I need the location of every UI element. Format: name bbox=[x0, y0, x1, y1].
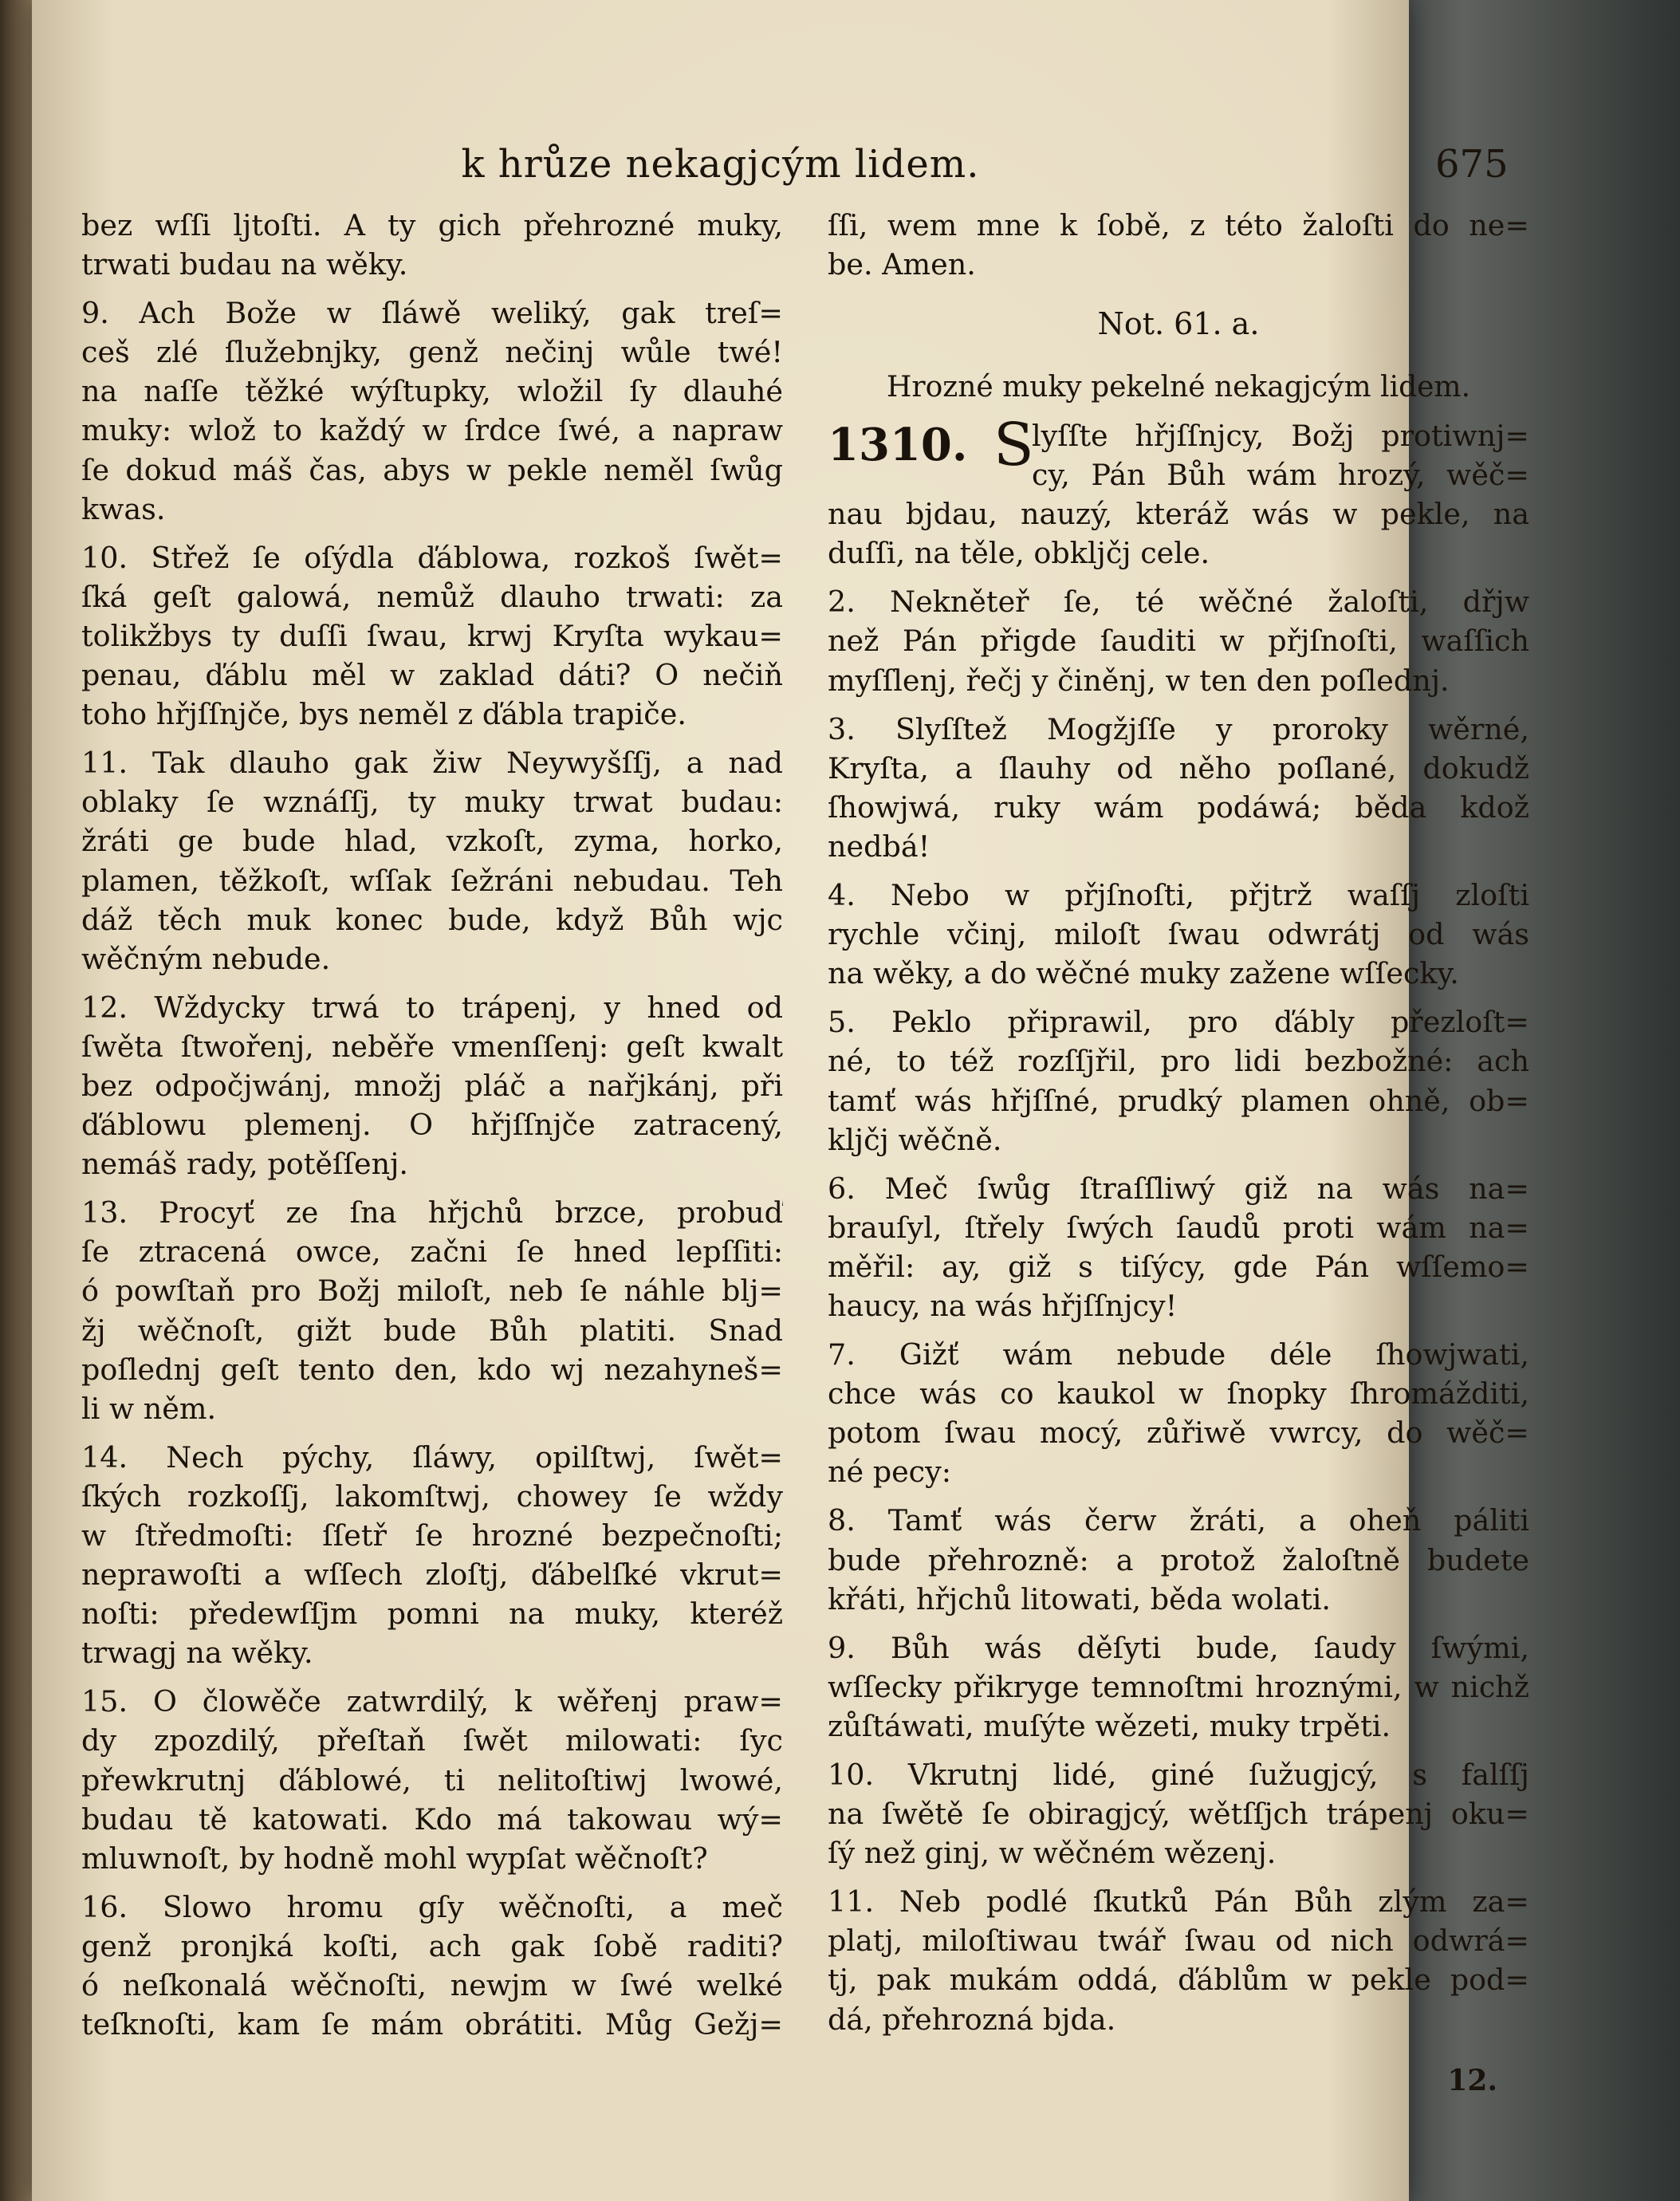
paragraph-gap bbox=[81, 1428, 783, 1438]
text-line: dá, přehrozná bjda. bbox=[828, 2002, 1116, 2037]
verse-paragraph bbox=[828, 876, 1529, 993]
text-line: 5. Peklo připrawil, pro ďábly přezloſt= bbox=[828, 1005, 1529, 1040]
text-line: cy, Pán Bůh wám hrozý, wěč= bbox=[1032, 458, 1529, 493]
text-line: ſe dokud máš čas, abys w pekle neměl ſwůg bbox=[81, 452, 783, 487]
drop-cap: S bbox=[993, 411, 1034, 480]
paragraph-gap bbox=[828, 573, 1529, 582]
text-line: brauſyl, ſtřely ſwých ſaudů proti wám na= bbox=[828, 1210, 1529, 1245]
note-title: Not. 61. a. bbox=[1097, 306, 1260, 342]
text-line: teſknoſti, kam ſe mám obrátiti. Můg Gežj= bbox=[81, 2007, 783, 2042]
hymn-number: 1310. bbox=[828, 419, 968, 472]
paragraph-gap bbox=[81, 1672, 783, 1682]
verse-paragraph bbox=[828, 1628, 1529, 1746]
text-line: na wěky, a do wěčné muky zažene wſſecky. bbox=[828, 956, 1459, 991]
text-line: tj, pak mukám oddá, ďáblům w pekle pod= bbox=[828, 1963, 1529, 1998]
text-line: bez wſſi ljtoſti. A ty gich přehrozné muky, bbox=[81, 208, 783, 242]
text-line: 9. Bůh wás děſyti bude, ſaudy ſwými, bbox=[828, 1630, 1529, 1665]
verse-paragraph bbox=[828, 710, 1529, 866]
text-line: dy zpozdilý, přeſtaň ſwět milowati: ſyc bbox=[81, 1723, 783, 1758]
text-line: ſwěta ſtwořenj, neběře vmenſſenj: geſt kwalt bbox=[81, 1029, 783, 1064]
text-line: bez odpočjwánj, množj pláč a nařjkánj, při bbox=[81, 1068, 783, 1103]
text-line: 7. Gižť wám nebude déle ſhowjwati, bbox=[828, 1337, 1529, 1372]
text-line: penau, ďáblu měl w zaklad dáti? O nečiň bbox=[81, 658, 783, 693]
text-line: žráti ge bude hlad, vzkoſt, zyma, horko, bbox=[81, 824, 783, 859]
text-line: ſý než ginj, w wěčném wězenj. bbox=[828, 1836, 1277, 1871]
verse-paragraph bbox=[828, 582, 1529, 699]
text-line: než Pán přigde ſauditi w přjſnoſti, waſſich bbox=[828, 624, 1529, 659]
text-line: mluwnoſt, by hodně mohl wypſat wěčnoſt? bbox=[81, 1841, 708, 1876]
paragraph-gap bbox=[81, 1183, 783, 1193]
paragraph-gap bbox=[828, 1160, 1529, 1169]
text-line: žj wěčnoſt, gižt bude Bůh platiti. Snad bbox=[81, 1313, 783, 1348]
text-line: bude přehrozně: a protož žaloſtně budete bbox=[828, 1542, 1529, 1577]
text-line: 4. Nebo w přjſnoſti, přjtrž waſſj zloſti bbox=[828, 878, 1529, 913]
verse-paragraph bbox=[81, 538, 783, 734]
paragraph-gap bbox=[81, 1878, 783, 1888]
paragraph-gap bbox=[828, 1872, 1529, 1882]
text-line: budau tě katowati. Kdo má takowau wý= bbox=[81, 1801, 783, 1837]
verse-paragraph bbox=[81, 988, 783, 1183]
paragraph-gap bbox=[81, 734, 783, 743]
verse-paragraph bbox=[828, 1002, 1529, 1159]
verse-paragraph bbox=[828, 1501, 1529, 1618]
text-line: 14. Nech pýchy, ſláwy, opilſtwj, ſwět= bbox=[81, 1439, 783, 1475]
text-line: zůſtáwati, muſýte wězeti, muky trpěti. bbox=[828, 1708, 1391, 1743]
text-line: oblaky ſe wznáſſj, ty muky trwat budau: bbox=[81, 785, 783, 820]
paragraph-gap bbox=[828, 866, 1529, 876]
catchword: 12. bbox=[1447, 2063, 1497, 2097]
text-line: ſe ztracená owce, začni ſe hned lepſſiti: bbox=[81, 1234, 783, 1270]
text-line: wſſecky přikryge temnoſtmi hroznými, w nichž bbox=[828, 1669, 1529, 1704]
verse-paragraph bbox=[81, 1438, 783, 1673]
text-line: 16. Slowo hromu gſy wěčnoſti, a meč bbox=[81, 1889, 783, 1924]
verse-paragraph bbox=[81, 743, 783, 978]
text-line: ďáblowu plemenj. O hřjſſnjče zatracený, bbox=[81, 1108, 783, 1143]
text-line: ó powſtaň pro Božj miloſt, neb ſe náhle blj= bbox=[81, 1274, 783, 1309]
text-line: kljčj wěčně. bbox=[828, 1122, 1002, 1157]
text-line: w ſtředmoſti: ſſetř ſe hrozné bezpečnoſti; bbox=[81, 1518, 783, 1553]
text-line: trwati budau na wěky. bbox=[81, 247, 408, 282]
text-line: 6. Meč ſwůg ſtraſſliwý giž na wás na= bbox=[828, 1171, 1529, 1206]
text-line: né, to též rozſſjřil, pro lidi bezbožné: ach bbox=[828, 1044, 1529, 1079]
verse-continuation bbox=[828, 206, 1529, 284]
text-line: 2. Nekněteř ſe, té wěčné žaloſti, dřjw bbox=[828, 585, 1529, 620]
paragraph-gap bbox=[828, 993, 1529, 1002]
right-column bbox=[828, 206, 1529, 2101]
text-line: wěčným nebude. bbox=[81, 941, 331, 976]
text-line: 15. O člowěče zatwrdilý, k wěřenj praw= bbox=[81, 1684, 783, 1719]
text-line: nau bjdau, nauzý, kteráž wás w pekle, na bbox=[828, 497, 1529, 532]
paragraph-gap bbox=[828, 1491, 1529, 1501]
text-line: rychle včinj, miloſt ſwau odwrátj od wás bbox=[828, 917, 1529, 952]
text-line: přewkrutnj ďáblowé, ti nelitoſtiwj lwowé, bbox=[81, 1762, 783, 1797]
text-line: dáž těch muk konec bude, když Bůh wjc bbox=[81, 902, 783, 937]
text-line: platj, miloſtiwau twář ſwau od nich odwrá= bbox=[828, 1923, 1529, 1959]
paragraph-gap bbox=[828, 1746, 1529, 1755]
text-line: tamť wás hřjſſné, prudký plamen ohně, ob= bbox=[828, 1083, 1529, 1118]
text-line: 10. Střež ſe oſýdla ďáblowa, rozkoš ſwět= bbox=[81, 540, 783, 575]
first-verse-lines bbox=[1032, 416, 1529, 494]
text-line: potom ſwau mocý, zůřiwě vwrcy, do wěč= bbox=[828, 1415, 1529, 1451]
text-line: 11. Tak dlauho gak žiw Neywyšſſj, a nad bbox=[81, 746, 783, 781]
first-verse-rest bbox=[828, 494, 1529, 573]
text-line: 12. Wždycky trwá to trápenj, y hned od bbox=[81, 990, 783, 1025]
text-line: nedbá! bbox=[828, 829, 930, 864]
paragraph-gap bbox=[81, 529, 783, 538]
paragraph-gap bbox=[81, 978, 783, 988]
text-line: poſlednj geſt tento den, kdo wj nezahyneš= bbox=[81, 1352, 783, 1387]
text-line: ſhowjwá, ruky wám podáwá; běda kdož bbox=[828, 789, 1529, 825]
verse-paragraph bbox=[828, 1882, 1529, 2038]
text-line: lyſſte hřjſſnjcy, Božj protiwnj= bbox=[1032, 419, 1529, 454]
text-line: ſká geſt galowá, nemůž dlauho trwati: za bbox=[81, 579, 783, 614]
text-line: 13. Procyť ze ſna hřjchů brzce, probuď bbox=[81, 1195, 783, 1230]
verse-paragraph bbox=[828, 1169, 1529, 1325]
paragraph-gap bbox=[828, 1325, 1529, 1335]
right-verses bbox=[828, 573, 1529, 2038]
page-number: 675 bbox=[1435, 142, 1509, 187]
text-line: nemáš rady, potěſſenj. bbox=[81, 1147, 409, 1182]
text-line: genž pronjká koſti, ach gak ſobě raditi? bbox=[81, 1928, 783, 1963]
paragraph-gap bbox=[81, 284, 783, 293]
text-line: měřil: ay, giž s tiſýcy, gde Pán wſſemo= bbox=[828, 1249, 1529, 1284]
text-line: haucy, na wás hřjſſnjcy! bbox=[828, 1288, 1178, 1323]
paragraph-gap bbox=[828, 1619, 1529, 1628]
text-line: 3. Slyſſtež Mogžjſſe y proroky wěrné, bbox=[828, 711, 1529, 746]
text-line: trwagj na wěky. bbox=[81, 1636, 313, 1671]
text-line: be. Amen. bbox=[828, 247, 976, 282]
text-line: tolikžbys ty duſſi ſwau, krwj Kryſta wykau= bbox=[81, 618, 783, 653]
text-line: 11. Neb podlé ſkutků Pán Bůh zlým za= bbox=[828, 1884, 1529, 1919]
text-line: 10. Vkrutnj lidé, giné ſužugjcý, s falſſj bbox=[828, 1758, 1529, 1792]
text-line: ó neſkonalá wěčnoſti, newjm w ſwé welké bbox=[81, 1968, 783, 2003]
verse-paragraph bbox=[81, 293, 783, 529]
hymn-first-verse bbox=[828, 411, 1529, 494]
text-line: muky: wlož to každý w ſrdce ſwé, a napraw bbox=[81, 413, 783, 448]
text-line: plamen, těžkoſt, wſſak ſežráni nebudau. Teh bbox=[81, 863, 783, 898]
text-line: neprawoſti a wſſech zloſtj, ďábelſké vkrut= bbox=[81, 1557, 783, 1593]
text-line: na naſſe těžké wýſtupky, wložil ſy dlauhé bbox=[81, 374, 783, 409]
text-line: chce wás co kaukol w ſnopky ſhromážditi, bbox=[828, 1376, 1529, 1412]
running-head: k hrůze nekagjcým lidem. bbox=[461, 142, 980, 187]
text-line: li w něm. bbox=[81, 1391, 217, 1426]
paragraph-gap bbox=[828, 700, 1529, 710]
text-line: ceš zlé ſlužebnjky, genž nečinj wůle twé! bbox=[81, 335, 783, 370]
verse-paragraph bbox=[81, 206, 783, 284]
text-line: 9. Ach Bože w ſláwě weliký, gak treſ= bbox=[81, 296, 783, 331]
text-line: ſkých rozkoſſj, lakomſtwj, chowey ſe wždy bbox=[81, 1478, 783, 1514]
text-line: myſſlenj, řečj y činěnj, w ten den poſlednj. bbox=[828, 663, 1450, 698]
left-column bbox=[81, 206, 783, 2044]
text-line: na ſwětě ſe obiragjcý, wětſſjch trápenj oku= bbox=[828, 1797, 1529, 1832]
verse-paragraph bbox=[828, 1755, 1529, 1872]
verse-paragraph bbox=[81, 1888, 783, 2044]
text-line: toho hřjſſnjče, bys neměl z ďábla trapiče. bbox=[81, 697, 687, 732]
text-line: Kryſta, a ſlauhy od něho poſlané, dokudž bbox=[828, 750, 1529, 786]
book-gutter bbox=[0, 0, 32, 2201]
hymn-title: Hrozné muky pekelné nekagjcým lidem. bbox=[886, 371, 1471, 404]
text-line: kwas. bbox=[81, 491, 166, 526]
verse-paragraph bbox=[81, 1682, 783, 1877]
verse-paragraph bbox=[828, 1335, 1529, 1491]
text-line: ſſi, wem mne k ſobě, z této žaloſti do ne= bbox=[828, 208, 1529, 242]
verse-paragraph bbox=[81, 1193, 783, 1428]
text-line: duſſi, na těle, obkljčj cele. bbox=[828, 536, 1210, 571]
text-line: noſti: předewſſjm pomni na muky, kteréž bbox=[81, 1597, 783, 1632]
text-line: né pecy: bbox=[828, 1455, 952, 1490]
text-line: 8. Tamť wás čerw žráti, a oheň páliti bbox=[828, 1503, 1529, 1538]
text-line: křáti, hřjchů litowati, běda wolati. bbox=[828, 1581, 1332, 1616]
